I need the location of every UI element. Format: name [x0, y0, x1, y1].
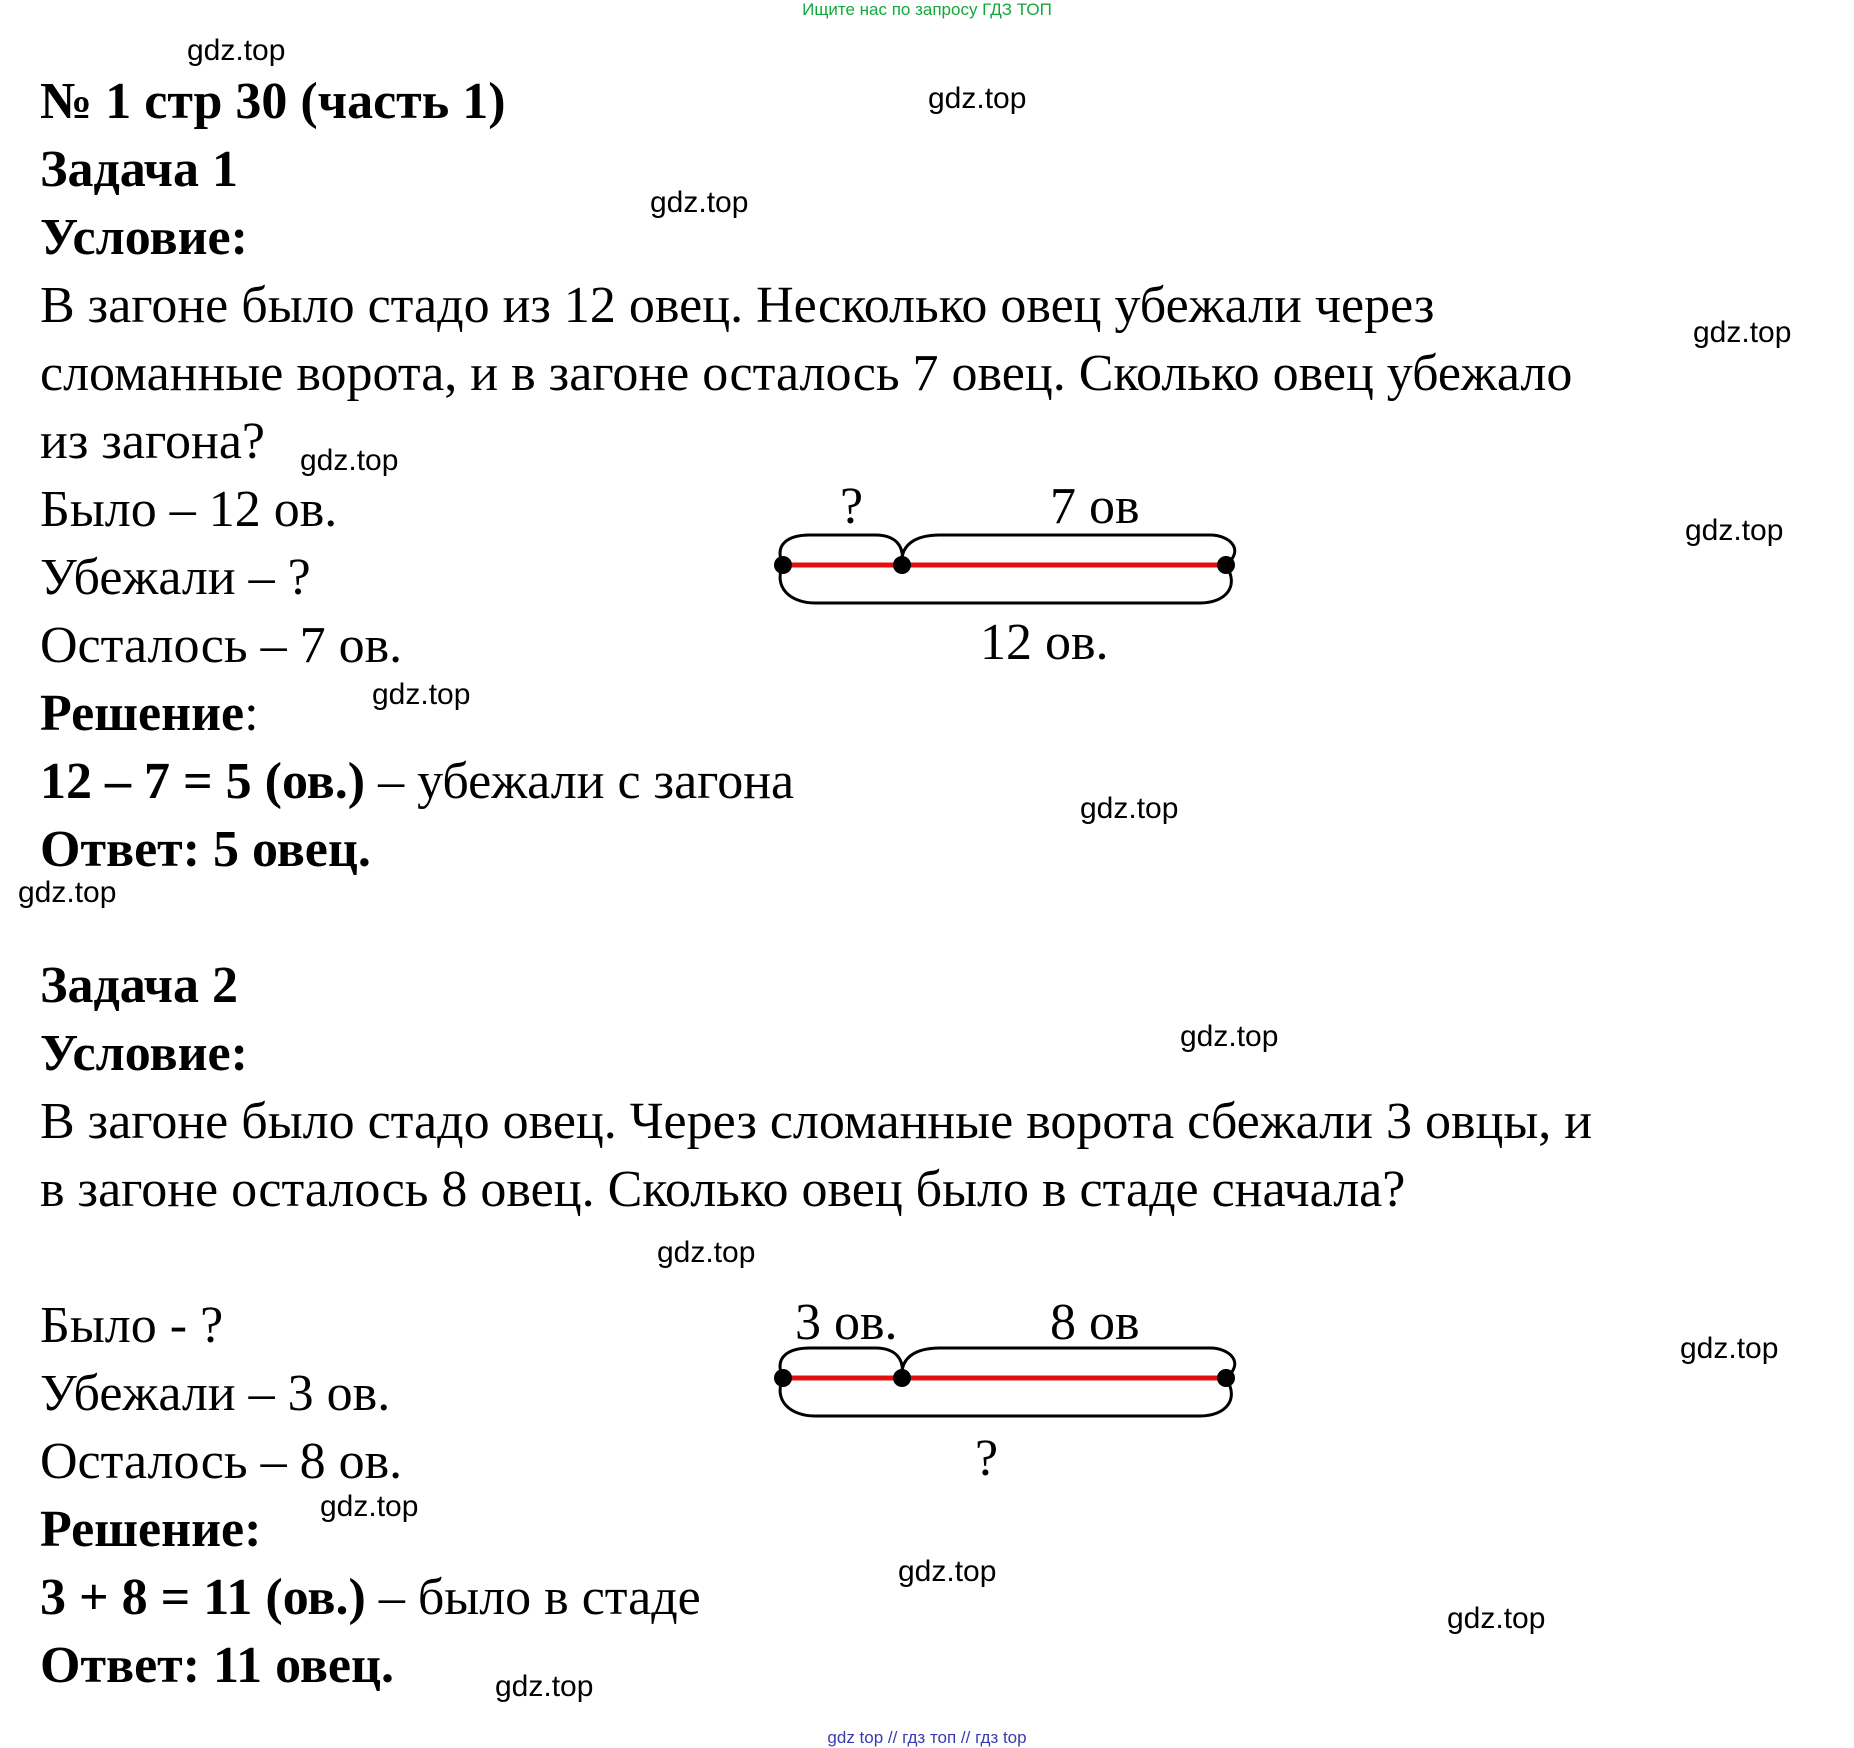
watermark: gdz.top: [898, 1555, 997, 1588]
watermark: gdz.top: [1685, 514, 1784, 547]
task1-given-total: Было – 12 ов.: [40, 481, 338, 538]
task1-diagram-left-label: ?: [840, 478, 864, 535]
segment-point: [893, 556, 911, 574]
watermark: gdz.top: [1080, 792, 1179, 825]
watermark: gdz.top: [300, 444, 399, 477]
watermark: gdz.top: [1693, 316, 1792, 349]
segment-point: [774, 556, 792, 574]
left-brace: [780, 1348, 902, 1378]
solution-colon: :: [244, 685, 259, 742]
task1-solution-label: [40, 683, 259, 745]
task2-answer: Ответ: 11 овец.: [40, 1637, 394, 1694]
watermark: gdz.top: [1447, 1602, 1546, 1635]
right-brace: [902, 1348, 1235, 1378]
segment-point: [893, 1369, 911, 1387]
solution-label: Решение: [40, 685, 245, 742]
watermark: gdz.top: [657, 1236, 756, 1269]
footer-links[interactable]: gdz top // гдз топ // гдз top: [827, 1728, 1027, 1747]
solution-text: – было в стаде: [365, 1569, 701, 1626]
top-banner[interactable]: Ищите нас по запросу ГДЗ ТОП: [802, 0, 1052, 19]
watermark: gdz.top: [1180, 1020, 1279, 1053]
task1-condition-line: из загона?: [40, 413, 266, 470]
task2-diagram-bottom-label: ?: [975, 1430, 999, 1487]
page-heading: № 1 стр 30 (часть 1): [40, 73, 506, 130]
task1-given-left: Осталось – 7 ов.: [40, 617, 403, 674]
task1-answer: Ответ: 5 овец.: [40, 821, 371, 878]
task2-condition-line: В загоне было стадо овец. Через сломанные ворота сбежали 3 овцы, и: [40, 1093, 1593, 1150]
task2-condition-label: Условие:: [40, 1025, 248, 1082]
segment-point: [774, 1369, 792, 1387]
bottom-brace: [780, 1378, 1231, 1416]
task1-segment-diagram: [770, 525, 1240, 625]
task2-solution: [40, 1567, 701, 1629]
task2-diagram-left-label: 3 ов.: [795, 1294, 898, 1351]
watermark: gdz.top: [1680, 1332, 1779, 1365]
solution-text: – убежали с загона: [365, 753, 795, 810]
task1-solution: [40, 751, 794, 813]
task2-diagram-right-label: 8 ов: [1050, 1294, 1140, 1351]
bottom-brace: [780, 565, 1231, 603]
watermark: gdz.top: [320, 1490, 419, 1523]
segment-point: [1217, 1369, 1235, 1387]
task1-condition-label: Условие:: [40, 209, 248, 266]
watermark: gdz.top: [372, 678, 471, 711]
task1-given-ran: Убежали – ?: [40, 549, 311, 606]
solution-expression: 12 – 7 = 5 (ов.): [40, 753, 366, 810]
task1-title: Задача 1: [40, 141, 238, 198]
watermark: gdz.top: [18, 876, 117, 909]
task1-condition-line: сломанные ворота, и в загоне осталось 7 овец. Сколько овец убежало: [40, 345, 1573, 402]
task1-diagram-bottom-label: 12 ов.: [980, 614, 1109, 671]
watermark: gdz.top: [495, 1670, 594, 1703]
task2-title: Задача 2: [40, 957, 238, 1014]
task1-diagram-right-label: 7 ов: [1050, 478, 1140, 535]
watermark: gdz.top: [650, 186, 749, 219]
task2-solution-label: Решение:: [40, 1501, 262, 1558]
task2-given-ran: Убежали – 3 ов.: [40, 1365, 391, 1422]
left-brace: [780, 535, 902, 565]
task2-given-total: Было - ?: [40, 1297, 224, 1354]
task2-condition-line: в загоне осталось 8 овец. Сколько овец было в стаде сначала?: [40, 1161, 1406, 1218]
task2-segment-diagram: [770, 1338, 1240, 1438]
task2-given-left: Осталось – 8 ов.: [40, 1433, 403, 1490]
watermark: gdz.top: [928, 82, 1027, 115]
segment-point: [1217, 556, 1235, 574]
solution-expression: 3 + 8 = 11 (ов.): [40, 1569, 366, 1626]
watermark: gdz.top: [187, 34, 286, 67]
right-brace: [902, 535, 1235, 565]
task1-condition-line: В загоне было стадо из 12 овец. Несколько овец убежали через: [40, 277, 1435, 334]
